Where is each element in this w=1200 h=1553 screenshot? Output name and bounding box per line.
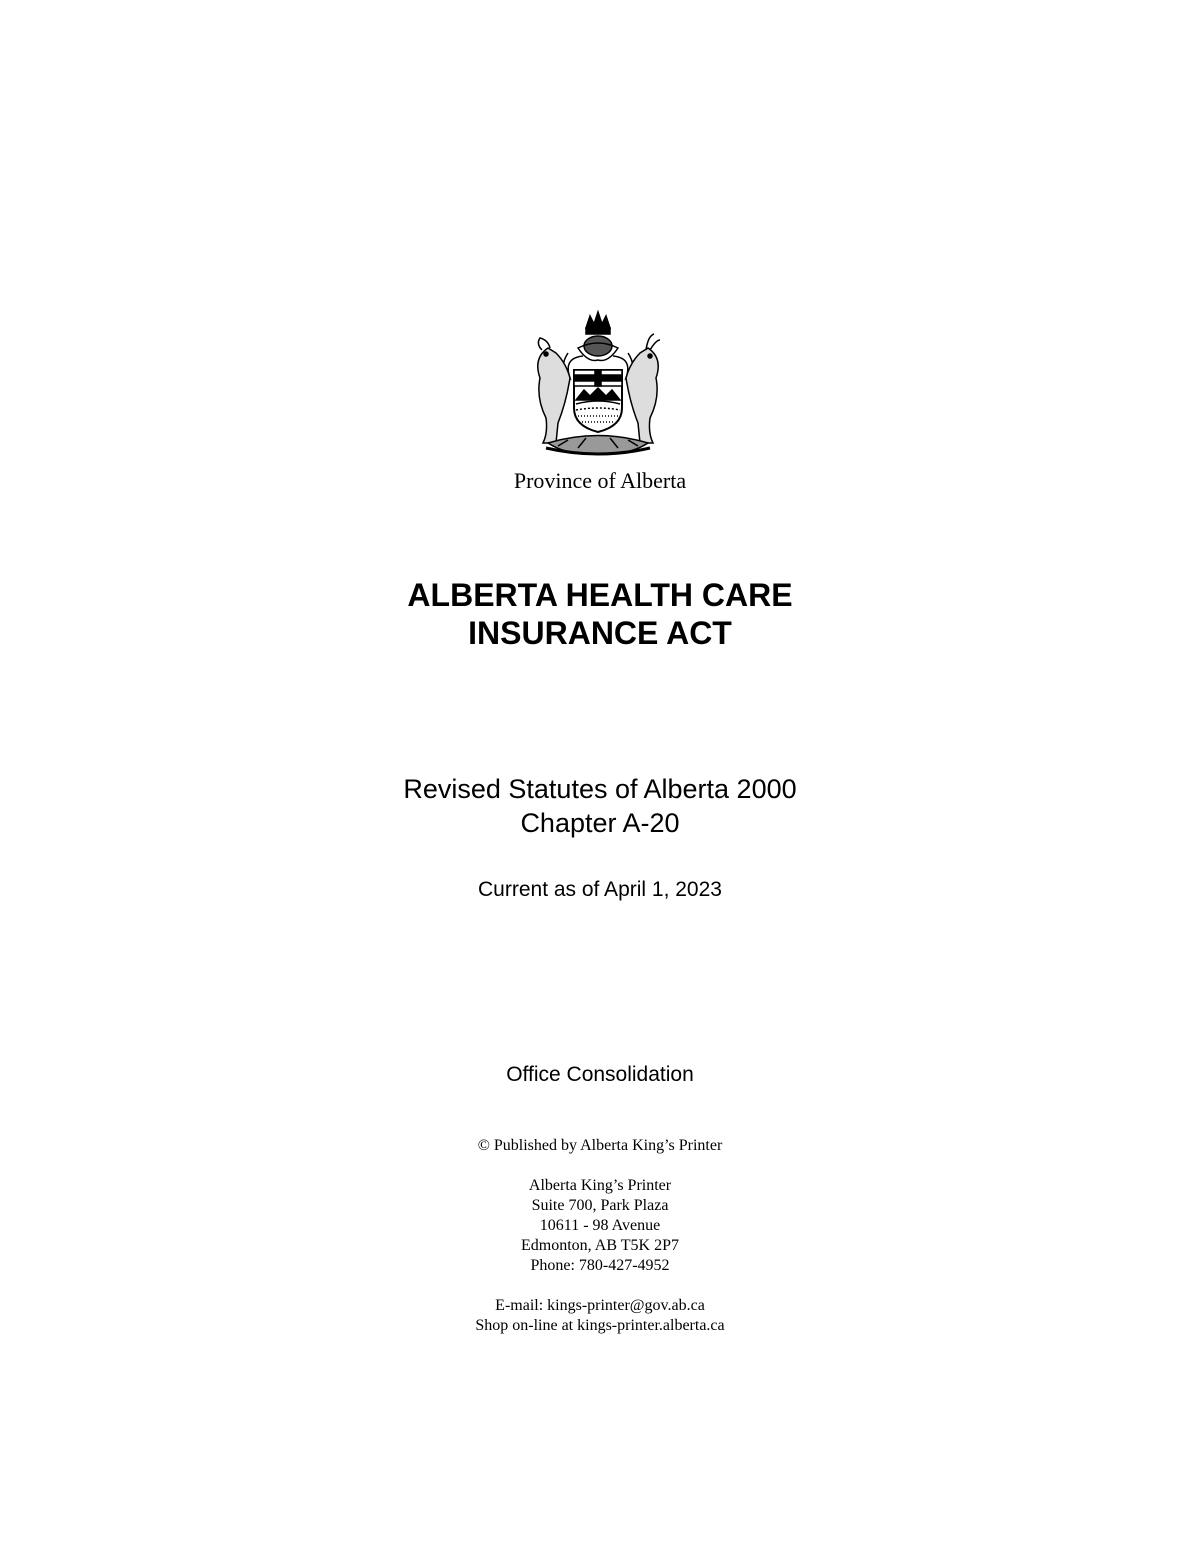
address-line: 10611 - 98 Avenue <box>539 1217 661 1234</box>
publisher-contact <box>0 1296 1200 1336</box>
publisher-address <box>0 1176 1200 1276</box>
address-line: Phone: 780-427-4952 <box>530 1257 670 1274</box>
address-line: Suite 700, Park Plaza <box>531 1197 669 1214</box>
statute-line-1: Revised Statutes of Alberta 2000 <box>403 774 797 804</box>
statute-reference <box>0 772 1200 840</box>
office-consolidation: Office Consolidation <box>506 1063 694 1086</box>
province-name: Province of Alberta <box>513 468 687 493</box>
current-as-of: Current as of April 1, 2023 <box>478 878 722 901</box>
title-line-2: INSURANCE ACT <box>468 615 732 651</box>
shop-online-line: Shop on-line at kings-printer.alberta.ca <box>475 1317 725 1334</box>
document-title <box>0 576 1200 652</box>
address-line: Edmonton, AB T5K 2P7 <box>521 1237 679 1254</box>
published-by: © Published by Alberta King’s Printer <box>477 1137 723 1154</box>
address-line: Alberta King’s Printer <box>528 1177 672 1194</box>
title-line-1: ALBERTA HEALTH CARE <box>407 577 793 613</box>
email-line: E-mail: kings-printer@gov.ab.ca <box>495 1297 705 1314</box>
statute-line-2: Chapter A-20 <box>520 808 680 838</box>
alberta-coat-of-arms-icon <box>528 308 668 458</box>
